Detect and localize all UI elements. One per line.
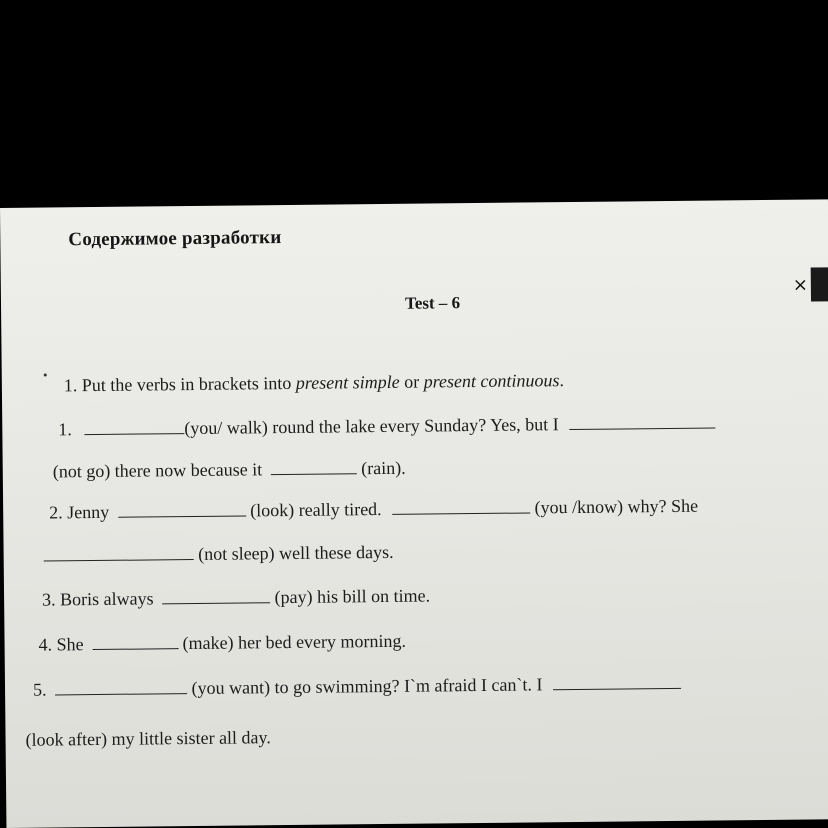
item-2-line-2 bbox=[44, 541, 394, 567]
item-2-text-a: (look) really tired. bbox=[250, 499, 382, 521]
item-1-text-a: (you/ walk) round the lake every Sunday? Yes, but I bbox=[184, 414, 559, 439]
close-icon[interactable]: × bbox=[792, 274, 809, 296]
item-3-text-a: (pay) his bill on time. bbox=[274, 585, 431, 608]
item-3-number: 3. Boris always bbox=[41, 588, 154, 610]
task-instruction bbox=[64, 370, 564, 396]
answer-blank[interactable] bbox=[118, 499, 246, 517]
answer-blank[interactable] bbox=[44, 543, 194, 562]
item-5-line-2 bbox=[25, 727, 270, 751]
item-5-line-1 bbox=[33, 672, 681, 701]
item-2-number: 2. Jenny bbox=[49, 501, 110, 523]
task-number: 1. bbox=[63, 375, 78, 396]
answer-blank[interactable] bbox=[553, 672, 681, 690]
item-5-text-b: (look after) my little sister all day. bbox=[25, 727, 271, 750]
item-1-text-c: (rain). bbox=[361, 457, 406, 479]
answer-blank[interactable] bbox=[92, 632, 178, 650]
close-button[interactable] bbox=[793, 267, 828, 301]
task-form-1: present simple bbox=[295, 371, 400, 393]
item-1-number: 1. bbox=[58, 419, 72, 440]
item-5-number: 5. bbox=[32, 679, 47, 700]
margin-mark bbox=[44, 374, 47, 377]
item-2-text-c: (not sleep) well these days. bbox=[198, 541, 394, 564]
answer-blank[interactable] bbox=[162, 586, 270, 604]
scrollbar-edge bbox=[811, 267, 828, 301]
answer-blank[interactable] bbox=[84, 417, 184, 435]
worksheet-page bbox=[0, 199, 828, 828]
item-1-text-b: (not go) there now because it bbox=[52, 459, 263, 482]
item-1-line-2 bbox=[53, 457, 406, 483]
answer-blank[interactable] bbox=[55, 677, 187, 695]
test-title: Test – 6 bbox=[404, 293, 461, 313]
item-5-text-a: (you want) to go swimming? I`m afraid I can`t. I bbox=[191, 674, 543, 699]
item-4-number: 4. She bbox=[38, 634, 84, 655]
task-text: Put the verbs in brackets into bbox=[81, 372, 292, 396]
page-heading: Содержимое разработки bbox=[68, 227, 282, 251]
answer-blank[interactable] bbox=[392, 496, 530, 514]
task-form-2: present continuous bbox=[423, 370, 560, 392]
item-3-line bbox=[42, 585, 430, 611]
item-2-text-b: (you /know) why? She bbox=[534, 495, 699, 518]
item-4-line bbox=[38, 630, 406, 656]
answer-blank[interactable] bbox=[569, 412, 715, 431]
item-4-text-a: (make) her bed every morning. bbox=[182, 630, 407, 654]
answer-blank[interactable] bbox=[271, 457, 357, 475]
item-1-line-1 bbox=[58, 412, 715, 441]
task-or: or bbox=[404, 371, 420, 392]
item-2-line-1 bbox=[49, 495, 698, 524]
task-period: . bbox=[559, 370, 565, 391]
